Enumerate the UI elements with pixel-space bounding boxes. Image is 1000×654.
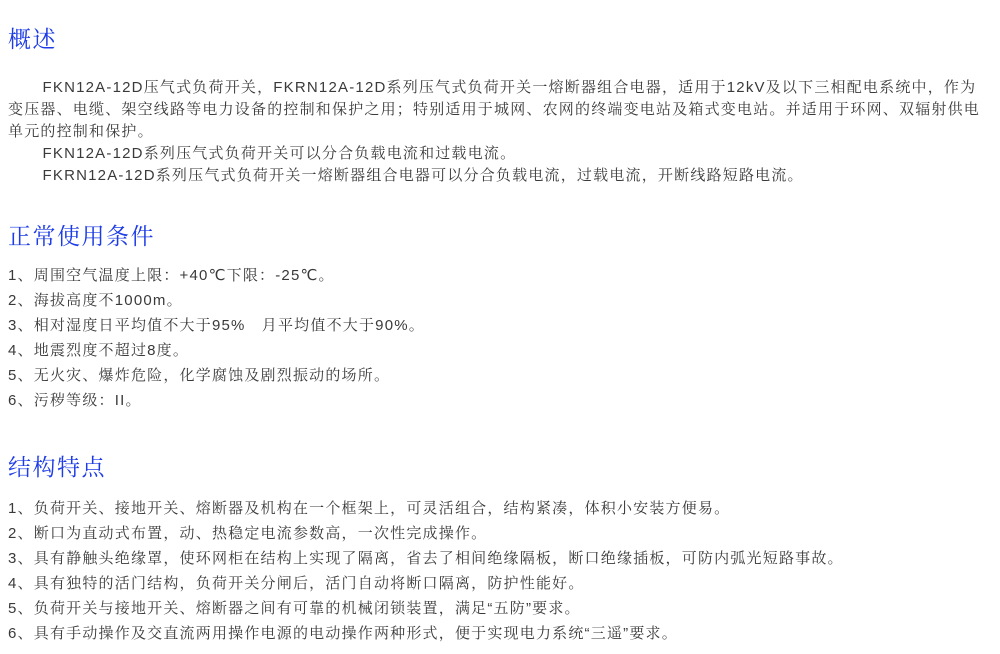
overview-paragraph-3: FKRN12A-12D系列压气式负荷开关一熔断器组合电器可以分合负载电流，过载电流，开断线路短路电流。 — [42, 167, 804, 184]
section-overview — [8, 25, 990, 187]
overview-heading: 概述 — [8, 26, 57, 52]
section-normal-use-conditions — [8, 222, 990, 413]
overview-paragraph-1: FKN12A-12D压气式负荷开关，FKRN12A-12D系列压气式负荷开关一熔断器组合电器，适用于12kV及以下三相配电系统中，作为变压器、电缆、架空线路等电力设备的控制和保护之用；特别适用于城网、农网的终端变电站及箱式变电站。并适用于环网、双辐射供电单元的控制和保护。 — [8, 79, 981, 140]
feature-item-1: 1、负荷开关、接地开关、熔断器及机构在一个框架上，可灵活组合，结构紧凑，体积小安装方便易。 — [8, 500, 731, 517]
condition-item-6: 6、污秽等级：II。 — [8, 392, 142, 409]
overview-paragraph-2: FKN12A-12D系列压气式负荷开关可以分合负载电流和过载电流。 — [42, 145, 517, 162]
features-heading: 结构特点 — [8, 454, 106, 480]
condition-item-3: 3、相对湿度日平均值不大于95% 月平均值不大于90%。 — [8, 317, 425, 334]
condition-item-2: 2、海拔高度不1000m。 — [8, 292, 183, 309]
feature-item-2: 2、断口为直动式布置，动、热稳定电流参数高，一次性完成操作。 — [8, 525, 488, 542]
feature-item-4: 4、具有独特的活门结构，负荷开关分闸后，活门自动将断口隔离，防护性能好。 — [8, 575, 585, 592]
condition-item-1: 1、周围空气温度上限：+40℃下限：-25℃。 — [8, 267, 335, 284]
feature-item-3: 3、具有静触头绝缘罩，使环网柜在结构上实现了隔离，省去了相间绝缘隔板，断口绝缘插板，可防内弧光短路事故。 — [8, 550, 844, 567]
feature-item-5: 5、负荷开关与接地开关、熔断器之间有可靠的机械闭锁装置，满足“五防”要求。 — [8, 600, 581, 617]
condition-item-5: 5、无火灾、爆炸危险，化学腐蚀及剧烈振动的场所。 — [8, 367, 391, 384]
conditions-heading: 正常使用条件 — [8, 223, 155, 249]
section-structural-features — [8, 453, 990, 646]
condition-item-4: 4、地震烈度不超过8度。 — [8, 342, 190, 359]
feature-item-6: 6、具有手动操作及交直流两用操作电源的电动操作两种形式，便于实现电力系统“三遥”要求。 — [8, 625, 678, 642]
